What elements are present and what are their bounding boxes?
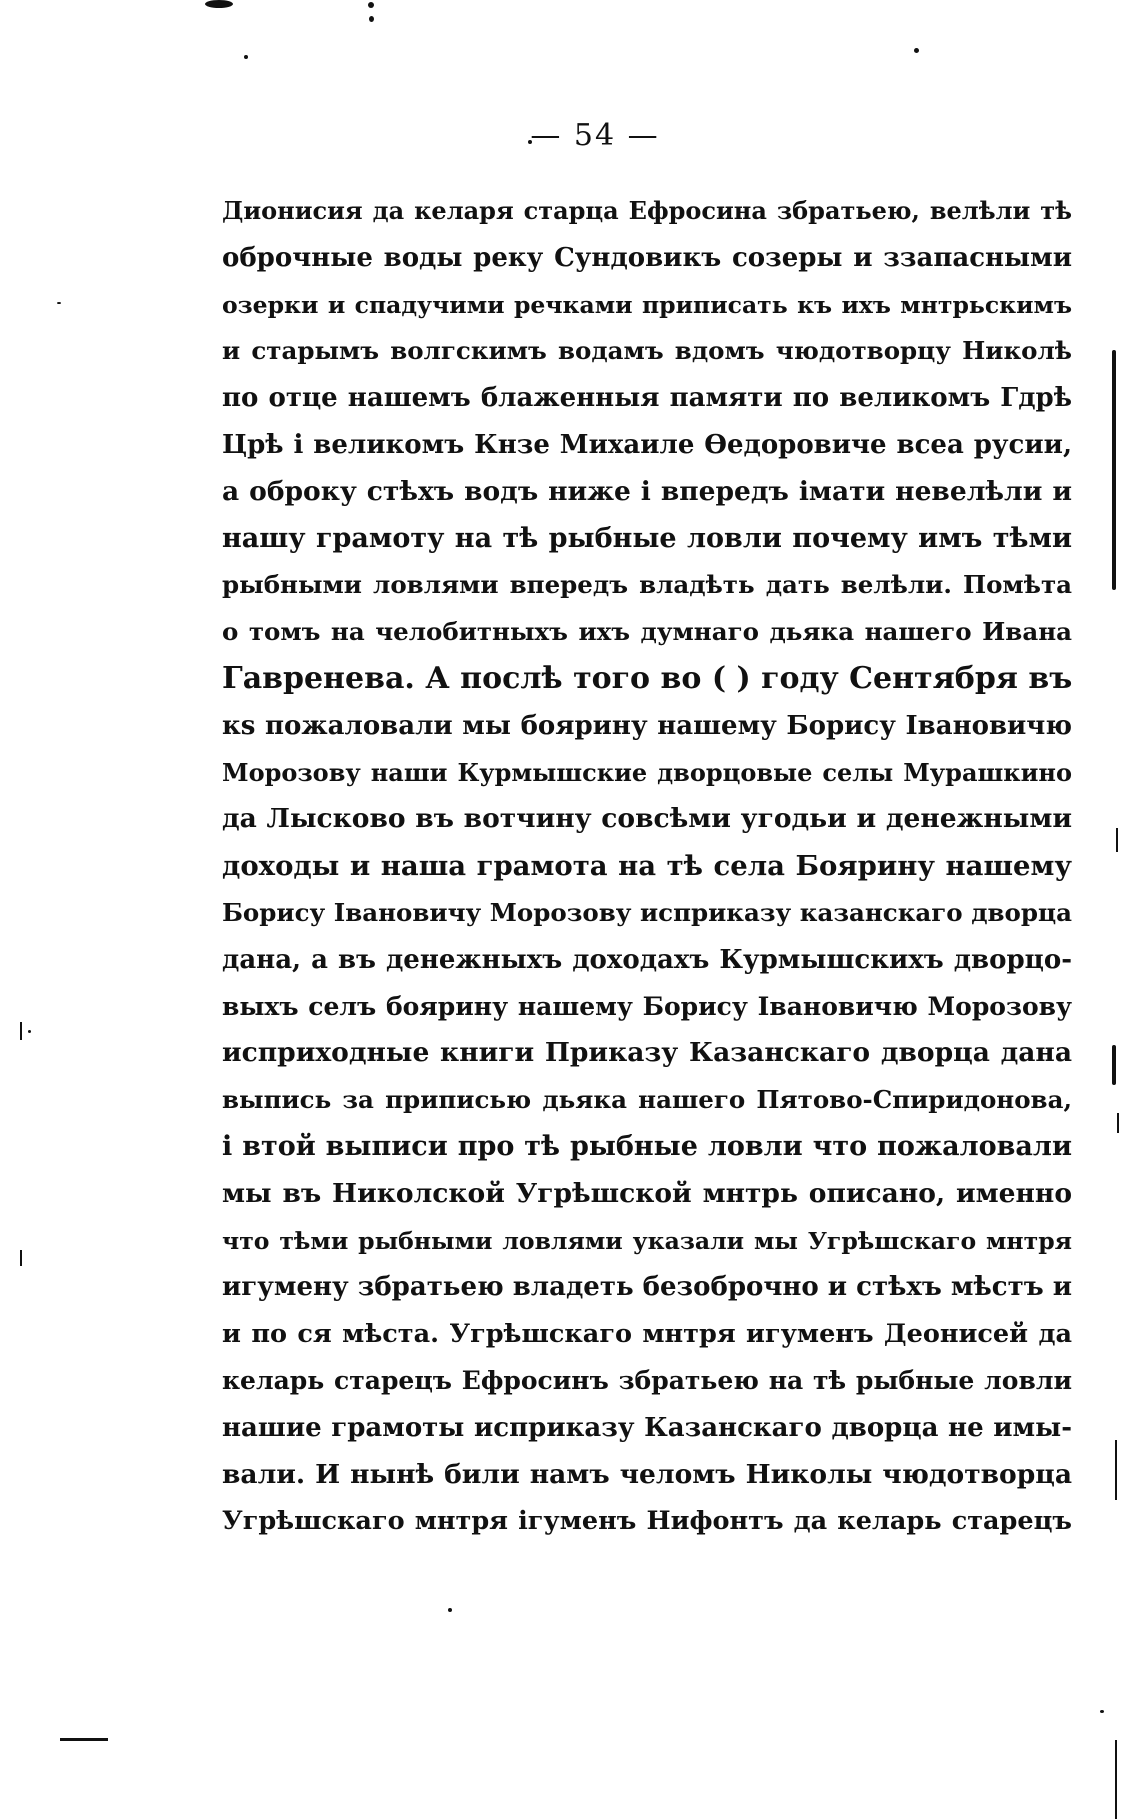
binding-shadow <box>1115 1440 1117 1500</box>
binding-shadow <box>1112 1045 1116 1085</box>
text-line: і втой выписи про тѣ рыбные ловли что пожаловали <box>222 1130 1072 1162</box>
text-line: о томъ на челобитныхъ ихъ думнаго дьяка нашего Ивана <box>222 617 1072 647</box>
text-line: кѕ пожаловали мы боярину нашему Борису Івановичю <box>222 710 1072 741</box>
text-line: нашие грамоты исприказу Казанскаго дворца не имы- <box>222 1412 1072 1443</box>
text-line: Морозову наши Курмышские дворцовые селы Мурашкино <box>222 757 1072 787</box>
text-line: нашу грамоту на тѣ рыбные ловли почему имъ тѣми <box>222 522 1072 554</box>
text-line: игумену збратьею владеть безоброчно и стѣхъ мѣстъ и <box>222 1272 1072 1303</box>
scan-speck <box>448 1608 452 1612</box>
scan-speck <box>57 302 61 304</box>
scan-speck <box>244 55 248 59</box>
text-line: Гавренева. А послѣ того во ( ) году Сентября въ <box>222 660 1073 696</box>
scan-speck <box>368 2 374 8</box>
scan-speck <box>1100 1710 1104 1713</box>
text-line: мы въ Николской Угрѣшской мнтрь описано, именно <box>222 1177 1072 1209</box>
scan-speck <box>205 0 233 8</box>
text-line: Црѣ і великомъ Кнзе Михаиле Өедоровиче всеа русии, <box>222 429 1072 460</box>
text-line: что тѣми рыбными ловлями указали мы Угрѣшскаго мнтря <box>222 1226 1072 1255</box>
scan-speck <box>914 48 919 53</box>
binding-shadow <box>1112 350 1116 590</box>
text-line: Дионисия да келаря старца Ефросина збратьею, велѣли тѣ <box>222 196 1072 225</box>
text-line: вали. И нынѣ били намъ челомъ Николы чюдотворца <box>222 1458 1072 1490</box>
scan-speck <box>28 1030 31 1033</box>
text-line: келарь старецъ Ефросинъ збратьею на тѣ рыбные ловли <box>222 1365 1072 1395</box>
page-number: — 54 — <box>530 118 660 153</box>
text-line: Борису Івановичу Морозову исприказу казанскаго дворца <box>222 897 1072 927</box>
text-line: оброчные воды реку Сундовикъ созеры и ззапасными <box>222 242 1072 273</box>
text-line: да Лысково въ вотчину совсѣми угодьи и денежными <box>222 803 1072 835</box>
text-line: дана, а въ денежныхъ доходахъ Курмышскихъ дворцо- <box>222 944 1072 975</box>
margin-mark <box>20 1250 22 1266</box>
text-line: рыбными ловлями впередъ владѣть дать велѣли. Помѣта <box>222 570 1072 600</box>
text-line: выхъ селъ боярину нашему Борису Івановичю Морозову <box>222 991 1072 1021</box>
text-line: Угрѣшскаго мнтря ігуменъ Нифонтъ да келарь старецъ <box>222 1506 1072 1537</box>
text-line: выпись за приписью дьяка нашего Пятово-Спиридонова, <box>222 1085 1072 1115</box>
scan-speck <box>369 16 374 22</box>
text-line: исприходные книги Приказу Казанскаго дворца дана <box>222 1037 1072 1069</box>
text-line: доходы и наша грамота на тѣ села Боярину нашему <box>222 850 1072 883</box>
binding-shadow <box>1117 1113 1119 1133</box>
margin-mark <box>20 1022 22 1040</box>
binding-shadow <box>1116 828 1118 852</box>
text-line: а оброку стѣхъ водъ ниже і впередъ імати невелѣли и <box>222 475 1072 507</box>
text-line: и по ся мѣста. Угрѣшскаго мнтря игуменъ Деонисей да <box>222 1319 1072 1350</box>
text-line: озерки и спадучими речками приписать къ ихъ мнтрьскимъ <box>222 290 1072 319</box>
text-line: и старымъ волгскимъ водамъ вдомъ чюдотворцу Николѣ <box>222 336 1072 366</box>
body-text <box>222 188 1072 1545</box>
binding-shadow <box>1115 1740 1117 1819</box>
margin-rule <box>60 1738 108 1741</box>
text-line: по отце нашемъ блаженныя памяти по великомъ Гдрѣ <box>222 383 1072 414</box>
